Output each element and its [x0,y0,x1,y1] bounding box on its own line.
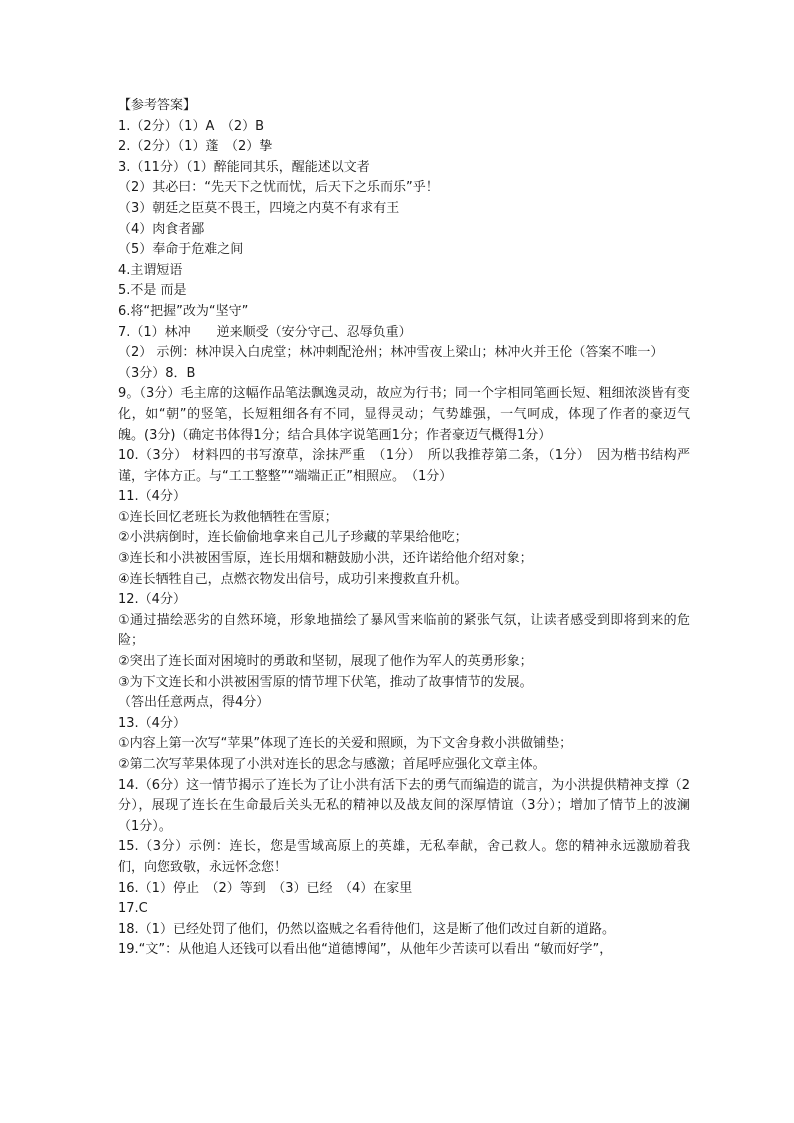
answer-12-point-3: ③为下文连长和小洪被困雪原的情节埋下伏笔，推动了故事情节的发展。 [118,674,533,690]
answer-3: 3.（11分）（1）醉能同其乐，醒能述以文者 [118,159,370,175]
answer-6: 6.将“把握”改为“坚守” [118,303,249,319]
answer-9: 9。（3分）毛主席的这幅作品笔法飘逸灵动，故应为行书；同一个字相同笔画长短、粗细浓淡皆有变化，如“朝”的竖笔，长短粗细各有不同，显得灵动；气势雄强，一气呵成，体现了作者的豪迈气魄。(3分)（确定书体得1分；结合具体字说笔画1分；作者豪迈气概得1分） [118,386,690,443]
answer-12-point-2: ②突出了连长面对困境时的勇敢和坚韧，展现了他作为军人的英勇形象； [118,654,533,670]
answer-16: 16.（1）停止 （2）等到 （3）已经 （4）在家里 [118,880,413,896]
answer-14: 14.（6分）这一情节揭示了连长为了让小洪有活下去的勇气而编造的谎言，为小洪提供精神支撑（2分），展现了连长在生命最后关头无私的精神以及战友间的深厚情谊（3分）；增加了情节上的波澜（1分）。 [118,777,690,834]
answer-3-part-2: （2）其必曰：“先天下之忧而忧，后天下之乐而乐”乎！ [118,180,439,196]
answer-3-part-3: （3）朝廷之臣莫不畏王，四境之内莫不有求有王 [118,200,400,216]
answer-10: 10.（3分） 材料四的书写潦草，涂抹严重 （1分） 所以我推荐第二条，（1分） 因为楷书结构严谨，字体方正。与“工工整整”“端端正正”相照应。 （1分） [118,448,690,484]
answer-19: 19.“文”：从他追人还钱可以看出他“道德博闻”，从他年少苦读可以看出 “敏而好学”， [118,942,613,958]
answer-13-point-1: ①内容上第一次写“苹果”体现了连长的关爱和照顾，为下文舍身救小洪做铺垫； [118,736,573,752]
answer-13-point-2: ②第二次写苹果体现了小洪对连长的思念与感激；首尾呼应强化文章主体。 [118,757,546,772]
answer-13: 13.（4分） [118,715,186,731]
answer-3-part-5: （5）奉命于危难之间 [118,242,244,258]
answer-1: 1.（2分）（1）A （2）B [118,118,265,134]
answer-7-part-2: （2） 示例：林冲误入白虎堂；林冲刺配沧州；林冲雪夜上梁山；林冲火并王伦（答案不唯一） [118,345,664,361]
answer-11-point-3: ③连长和小洪被困雪原，连长用烟和糖鼓励小洪，还许诺给他介绍对象； [118,551,533,567]
answer-key-page [118,96,690,961]
answer-7-part-3-and-8: （3分）8．B [118,365,196,381]
answer-7: 7.（1）林冲 逆来顺受（安分守己、忍辱负重） [118,324,412,340]
answer-12-point-1: ①通过描绘恶劣的自然环境，形象地描绘了暴风雪来临前的紧张气氛，让读者感受到即将到来的危险； [118,612,690,649]
answer-18: 18.（1）已经处罚了他们，仍然以盗贼之名看待他们，这是断了他们改过自新的道路。 [118,921,615,937]
answer-11-point-2: ②小洪病倒时，连长偷偷地拿来自己儿子珍藏的苹果给他吃； [118,530,468,546]
answer-11: 11.（4分） [118,489,186,505]
answer-15: 15.（3分）示例：连长，您是雪域高原上的英雄，无私奉献，舍己救人。您的精神永远激励着我们，向您致敬，永远怀念您！ [118,839,690,875]
answer-11-point-1: ①连长回忆老班长为救他牺牲在雪原； [118,509,338,525]
answer-3-part-4: （4）肉食者鄙 [118,221,205,237]
answer-12: 12.（4分） [118,592,186,608]
answer-key-heading: 【参考答案】 [118,98,197,113]
answer-5: 5.不是 而是 [118,283,187,299]
answer-12-note: （答出任意两点，得4分） [118,695,270,711]
answer-4: 4.主谓短语 [118,262,183,278]
answer-11-point-4: ④连长牺牲自己，点燃衣物发出信号，成功引来搜救直升机。 [118,571,468,587]
answer-2: 2.（2分）（1）蓬 （2）挚 [118,139,273,155]
answer-17: 17.C [118,901,148,917]
